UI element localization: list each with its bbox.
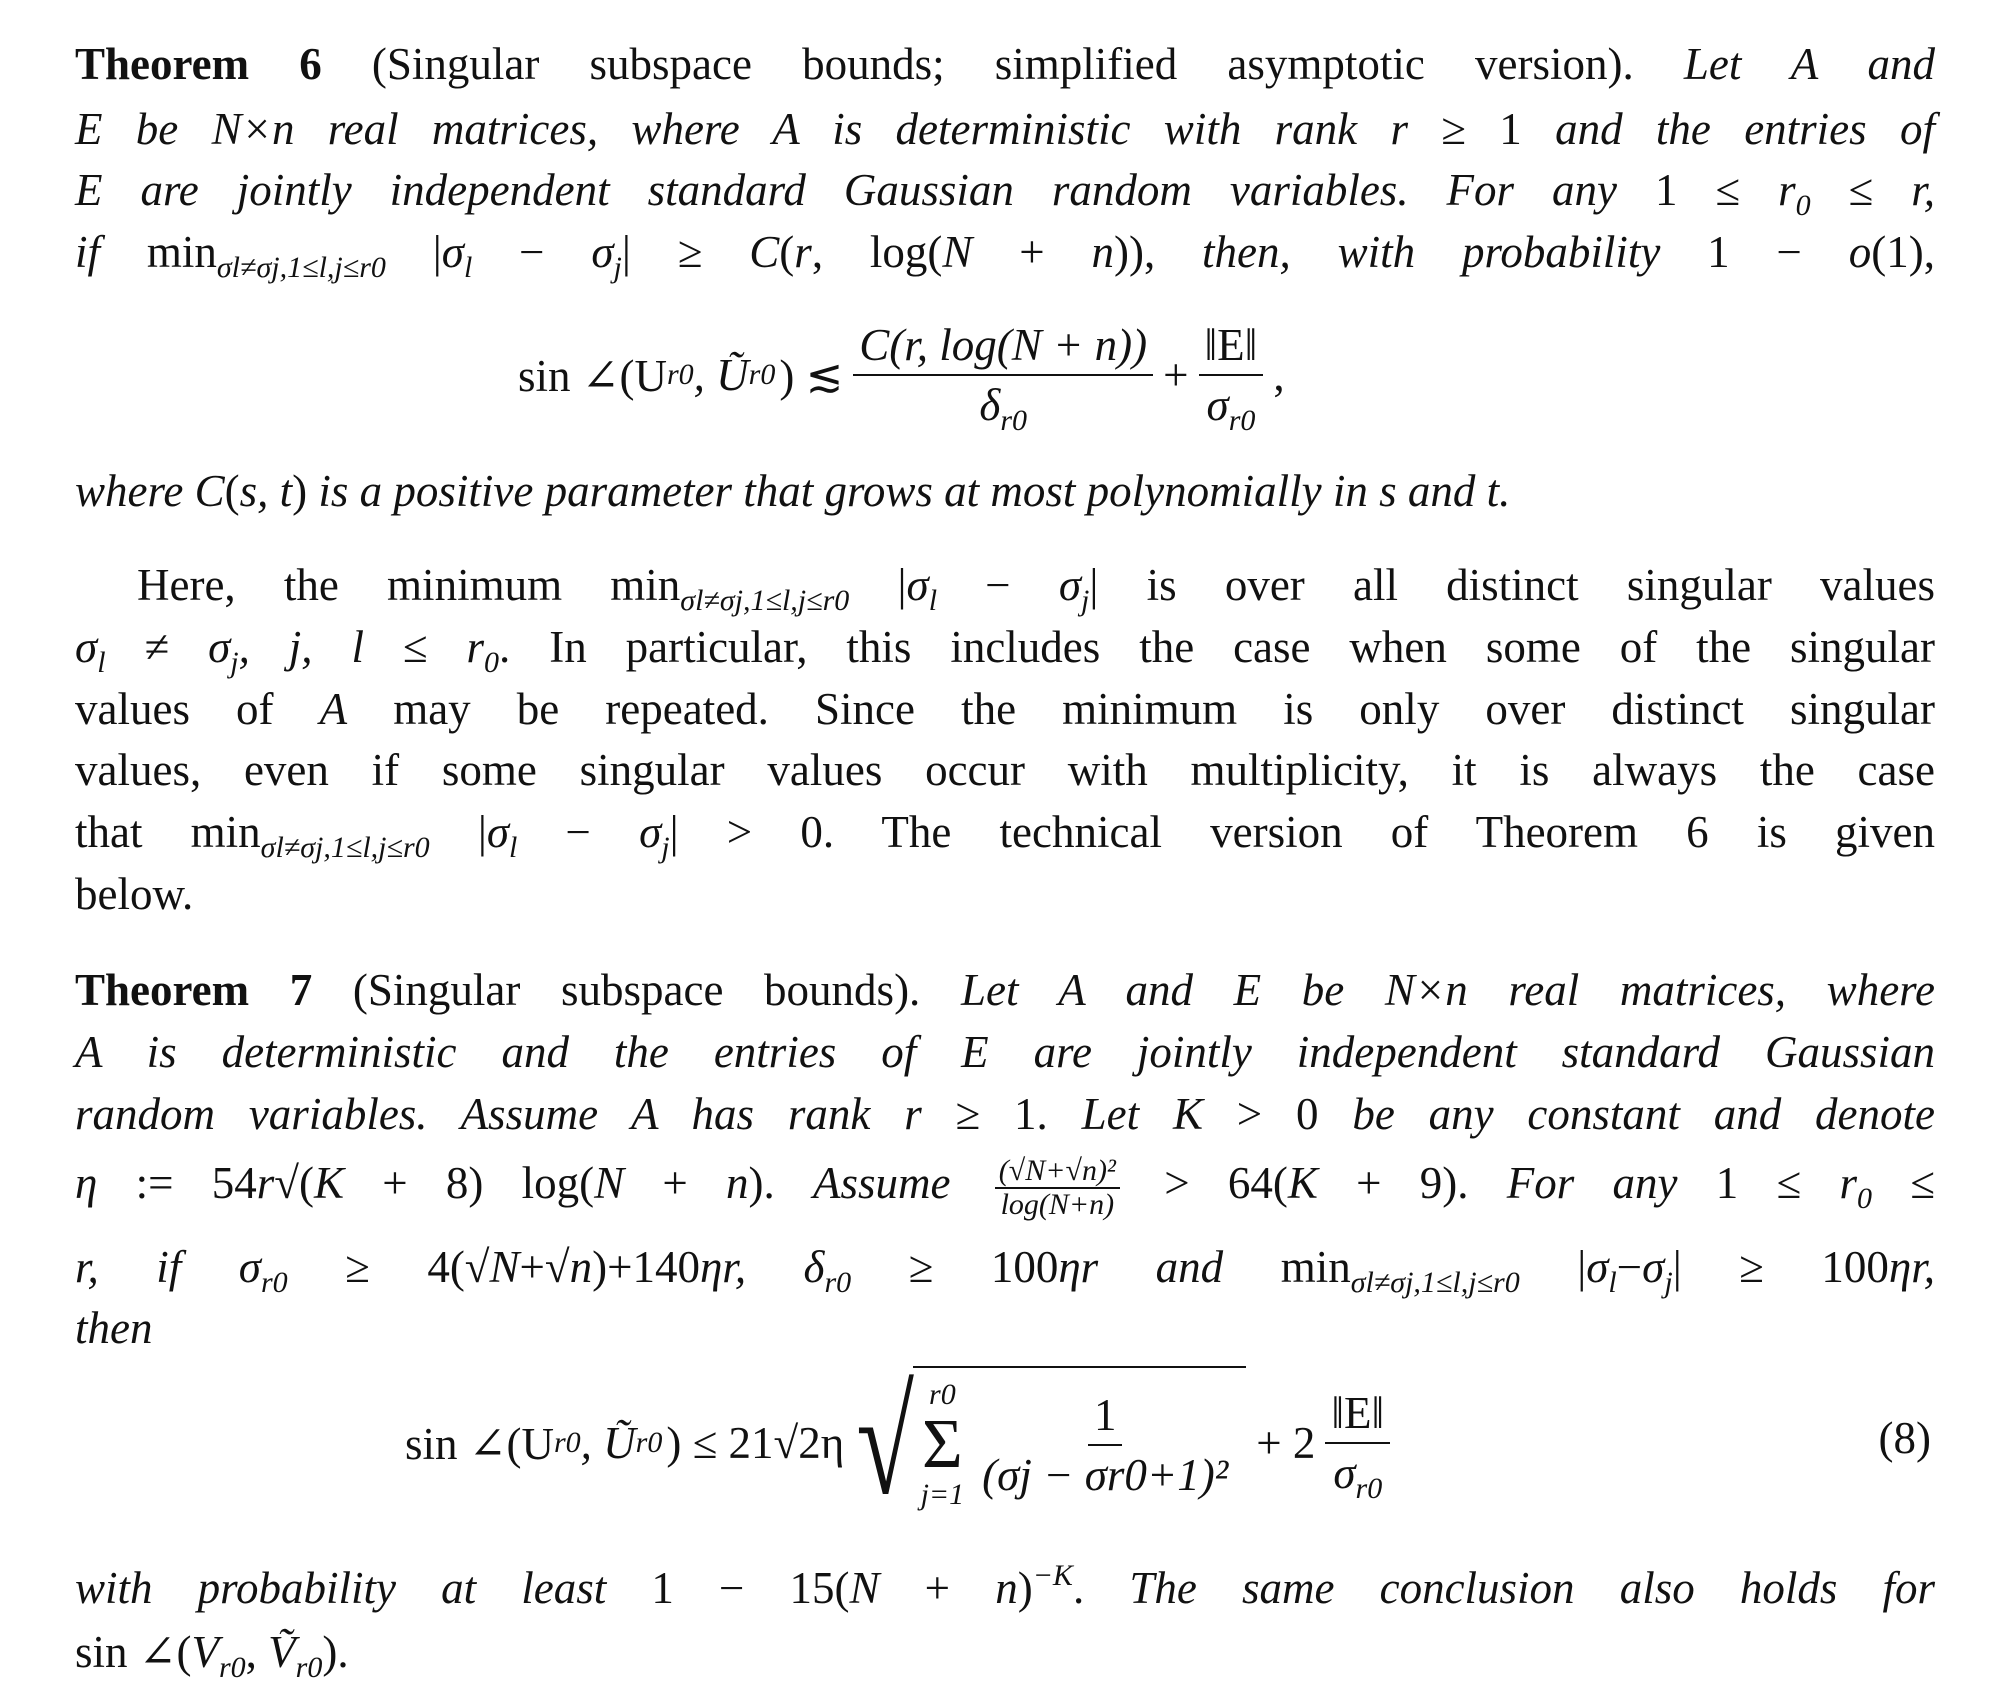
text-segment: l (1608, 1266, 1617, 1299)
text-segment: 0 (484, 646, 500, 679)
text-segment: σ (208, 622, 231, 672)
text-segment: (Singular subspace bounds). (312, 965, 961, 1015)
text-segment: √( (274, 1158, 314, 1208)
text-segment: min (1280, 1242, 1351, 1292)
text-segment: below. (75, 869, 194, 919)
text-segment: ≥ 1. (955, 1089, 1082, 1139)
sum-symbol: Σ (922, 1406, 963, 1483)
text-segment: The same conclusion also holds for (1129, 1563, 1935, 1613)
text-segment: (Singular subspace bounds; simplified asymptotic version). (321, 39, 1684, 89)
text-segment: σ (441, 227, 464, 277)
text-segment: V (191, 1627, 219, 1677)
text-segment: sin ∠( (75, 1627, 192, 1677)
text-segment: ηr, (1888, 1242, 1935, 1292)
text-segment: j (230, 646, 239, 679)
text-segment: l (463, 251, 473, 284)
text-line (75, 1297, 1935, 1359)
eq6-plus: + (1163, 350, 1189, 400)
text-segment: Assume (813, 1158, 989, 1208)
text-segment: r (1778, 165, 1796, 215)
text-segment: | (1519, 1242, 1587, 1292)
text-segment: | (385, 227, 442, 277)
text-segment: +√ (519, 1242, 570, 1292)
text-segment: | ≥ (621, 227, 750, 277)
text-segment: > 64( (1125, 1158, 1288, 1208)
radicand (913, 1366, 1247, 1512)
text-segment: + (972, 227, 1092, 277)
text-segment: σ (75, 622, 98, 672)
text-segment: σl≠σj,1≤l,j≤r0 (680, 584, 850, 617)
text-segment: K (1287, 1158, 1318, 1208)
eq6-mid: , Ũ (693, 350, 749, 400)
eq8-lhs: sin ∠(U (405, 1418, 554, 1469)
text-segment: σ (906, 560, 929, 610)
equation-8: sin ∠(U r0 , Ũ r0 ) ≤ 21√2η √ r0 Σ j=1 $\frac{1}{\text{(σj − σr0+1)²}}$ + 2 ‖E‖ $\sigma_{r0}$ (405, 1358, 1400, 1528)
denominator: (σj − σr0+1)² (982, 1450, 1229, 1500)
text-segment: ≤ (1872, 1158, 1935, 1208)
text-segment: be any constant and denote (1352, 1089, 1935, 1139)
text-segment: σl≠σj,1≤l,j≤r0 (216, 251, 386, 284)
text-segment: ηr and (1058, 1242, 1281, 1292)
text-segment: σ (1586, 1242, 1609, 1292)
text-line (75, 33, 1935, 95)
denominator-sub: r0 (1355, 1472, 1383, 1505)
text-segment: N (942, 227, 973, 277)
text-segment: s, t (239, 466, 293, 516)
text-segment: r, if σ (75, 1242, 261, 1292)
text-segment: + (624, 1158, 727, 1208)
text-segment: σ (1642, 1242, 1665, 1292)
text-segment: j (661, 831, 670, 864)
text-segment: values of (75, 684, 320, 734)
text-segment: σl≠σj,1≤l,j≤r0 (1350, 1266, 1520, 1299)
text-segment: N (594, 1158, 625, 1208)
text-segment: , log( (811, 227, 943, 277)
text-line (75, 739, 1935, 801)
text-segment: with probability at least (75, 1563, 652, 1613)
text-segment: + (879, 1563, 996, 1613)
text-segment: | (849, 560, 907, 610)
numerator: ‖E‖ (1325, 1384, 1390, 1444)
text-segment: N (849, 1563, 880, 1613)
text-segment: − (1616, 1242, 1643, 1292)
text-segment: )+140 (592, 1242, 700, 1292)
text-segment: n (1091, 227, 1114, 277)
eq8-square-root (844, 1360, 1246, 1526)
text-segment: | (429, 807, 487, 857)
text-segment: is a positive parameter that grows at most polynomially in s and t. (307, 466, 1511, 516)
text-segment: (1), (1871, 227, 1935, 277)
theorem6-equation: sin ∠(U r0 , Ũ r0 ) ≲ C(r, log(N + n)) $\delta_{r0}$ + $\frac{‖E‖}{\sigma_{r0}}$ , (518, 310, 1285, 440)
text-segment: For any (1506, 1158, 1716, 1208)
text-segment: σ (591, 227, 614, 277)
text-segment: random variables. Assume A has rank r (75, 1089, 956, 1139)
text-segment: r0 (295, 1651, 323, 1684)
text-segment: C (194, 466, 225, 516)
text-segment: j (613, 251, 622, 284)
text-line (75, 98, 1935, 160)
text-segment: r (1839, 1158, 1857, 1208)
numerator: 1 (1088, 1386, 1123, 1446)
eq8-relation: ) ≤ 21√2η (666, 1418, 845, 1468)
text-segment: Let K (1081, 1089, 1237, 1139)
text-segment: ≥ 4(√ (287, 1242, 490, 1292)
eq8-mid: , Ũ (580, 1418, 636, 1468)
text-segment: ≠ (105, 622, 209, 672)
numerator: (√N+√n)² (995, 1155, 1120, 1189)
text-segment: ). (748, 1158, 814, 1208)
text-segment: | is over all distinct singular values (1089, 560, 1935, 610)
text-segment: σl≠σj,1≤l,j≤r0 (260, 831, 430, 864)
text-segment: 1 ≤ (1654, 165, 1779, 215)
eq6-relation: ) ≲ (779, 350, 844, 401)
sum-lower-limit: j=1 (920, 1478, 965, 1511)
text-segment: values, even if some singular values occur with multiplicity, it is always the case (75, 745, 1935, 795)
text-line (75, 159, 1935, 221)
text-segment: ≥ 1 (1441, 104, 1522, 154)
text-line (75, 1021, 1935, 1083)
text-segment: := 54 (97, 1158, 257, 1208)
text-segment: ≥ 100 (851, 1242, 1059, 1292)
eq8-fraction (982, 1386, 1228, 1504)
text-segment: N (489, 1242, 520, 1292)
text-line (75, 460, 1935, 522)
text-segment: ). (322, 1627, 349, 1677)
text-segment: r (466, 622, 485, 672)
text-segment: , j, l (238, 622, 364, 672)
text-segment: . In particular, this includes the case when some of the singular (499, 622, 1936, 672)
text-segment: )), (1113, 227, 1203, 277)
text-line (75, 1083, 1935, 1145)
denominator: σ (1206, 380, 1229, 430)
text-line (75, 678, 1935, 740)
text-segment: l (928, 584, 938, 617)
text-segment: j (1664, 1266, 1673, 1299)
text-segment: r, (1911, 165, 1935, 215)
text-line (75, 959, 1935, 1021)
text-segment: min (146, 227, 217, 277)
eq6-fraction-1 (853, 316, 1153, 437)
sum-upper-limit: r0 (929, 1378, 956, 1411)
denominator-sub: r0 (1000, 404, 1028, 437)
text-segment: + 9). (1317, 1158, 1507, 1208)
text-segment: 0 (1795, 189, 1811, 222)
denominator: δ (979, 380, 1001, 430)
eq6-lhs: sin ∠(U (518, 350, 667, 401)
text-segment: may be repeated. Since the minimum is only over distinct singular (347, 684, 1935, 734)
text-segment: σ (1058, 560, 1082, 610)
text-segment: then, with probability (1202, 227, 1708, 277)
text-segment: K (313, 1158, 344, 1208)
text-segment: if (75, 227, 147, 277)
text-line (75, 1152, 1935, 1221)
text-segment: A (319, 684, 348, 734)
text-segment: o (1848, 227, 1872, 277)
denominator: σ (1333, 1448, 1356, 1498)
text-segment: j (1081, 584, 1090, 617)
eq8-plus: + 2 (1256, 1418, 1316, 1468)
text-segment: ( (224, 466, 240, 516)
text-segment: A is deterministic and the entries of E are jointly independent standard Gaussian (75, 1027, 1935, 1077)
text-line (75, 801, 1935, 863)
text-segment: r0 (260, 1266, 288, 1299)
text-segment: − (517, 807, 640, 857)
text-segment: σ (486, 807, 510, 857)
eq6-fraction-2 (1199, 316, 1264, 437)
text-segment: n (569, 1242, 593, 1292)
text-segment: r0 (824, 1266, 852, 1299)
text-segment: −K (1032, 1559, 1073, 1592)
summation (921, 1378, 965, 1512)
text-segment: η (75, 1158, 98, 1208)
denominator-sub: r0 (1228, 404, 1256, 437)
text-segment: ( (779, 227, 795, 277)
text-segment: where (75, 466, 195, 516)
eq8-fraction-2 (1325, 1384, 1390, 1505)
text-line (75, 1236, 1935, 1298)
text-segment: 0 (1857, 1182, 1872, 1215)
numerator: ‖E‖ (1199, 316, 1264, 376)
text-segment: 1 − 15( (651, 1563, 850, 1613)
text-segment: C (749, 227, 780, 277)
text-segment: > 0 (1236, 1089, 1353, 1139)
text-segment: Ṽ (268, 1627, 296, 1677)
text-line (75, 1621, 1935, 1683)
text-segment: Let A and E be N×n real matrices, where (960, 965, 1935, 1015)
text-segment: r (256, 1158, 275, 1208)
text-segment: ≤ (1810, 165, 1912, 215)
numerator: C(r, log(N + n)) (853, 316, 1153, 376)
text-segment: n (726, 1158, 749, 1208)
text-line (75, 863, 1935, 925)
text-segment: that min (75, 807, 261, 857)
text-segment: , (245, 1627, 269, 1677)
radical-sign: √ (856, 1360, 915, 1526)
theorem-label: Theorem 7 (75, 965, 313, 1015)
text-line (75, 1557, 1935, 1619)
text-segment: + 8) log( (343, 1158, 595, 1208)
text-segment: Let A and (1683, 39, 1936, 89)
equation-number: (8) (1878, 1413, 1931, 1463)
eq6-comma: , (1273, 350, 1285, 400)
text-segment: − (472, 227, 592, 277)
text-segment: r0 (218, 1651, 246, 1684)
text-line (75, 221, 1935, 283)
text-segment: l (509, 831, 518, 864)
text-segment: then (75, 1303, 153, 1353)
text-segment: 1 ≤ (1715, 1158, 1840, 1208)
text-segment: and the entries of (1521, 104, 1935, 154)
text-line (75, 554, 1935, 616)
text-segment: | ≥ 100 (1672, 1242, 1889, 1292)
denominator: log(N+n) (1000, 1187, 1115, 1221)
text-segment: | > 0. The technical version of Theorem 6 is given (669, 807, 1935, 857)
text-segment: E are jointly independent standard Gaussian random variables. For any (75, 165, 1655, 215)
text-segment: − (937, 560, 1059, 610)
text-segment: l (97, 646, 106, 679)
text-line (75, 616, 1935, 678)
text-segment: ) (1017, 1563, 1033, 1613)
theorem-label: Theorem 6 (75, 39, 322, 89)
text-segment: n (995, 1563, 1018, 1613)
text-segment: Here, the minimum min (137, 560, 681, 610)
text-segment: 1 − (1707, 227, 1849, 277)
text-segment: ) (292, 466, 308, 516)
text-segment: . (1072, 1563, 1130, 1613)
text-segment: ηr, δ (699, 1242, 825, 1292)
text-segment: E be N×n real matrices, where A is deterministic with rank r (75, 104, 1442, 154)
text-segment: ≤ (363, 622, 467, 672)
text-segment: r (794, 227, 812, 277)
inline-fraction (995, 1155, 1120, 1221)
text-segment: σ (639, 807, 662, 857)
